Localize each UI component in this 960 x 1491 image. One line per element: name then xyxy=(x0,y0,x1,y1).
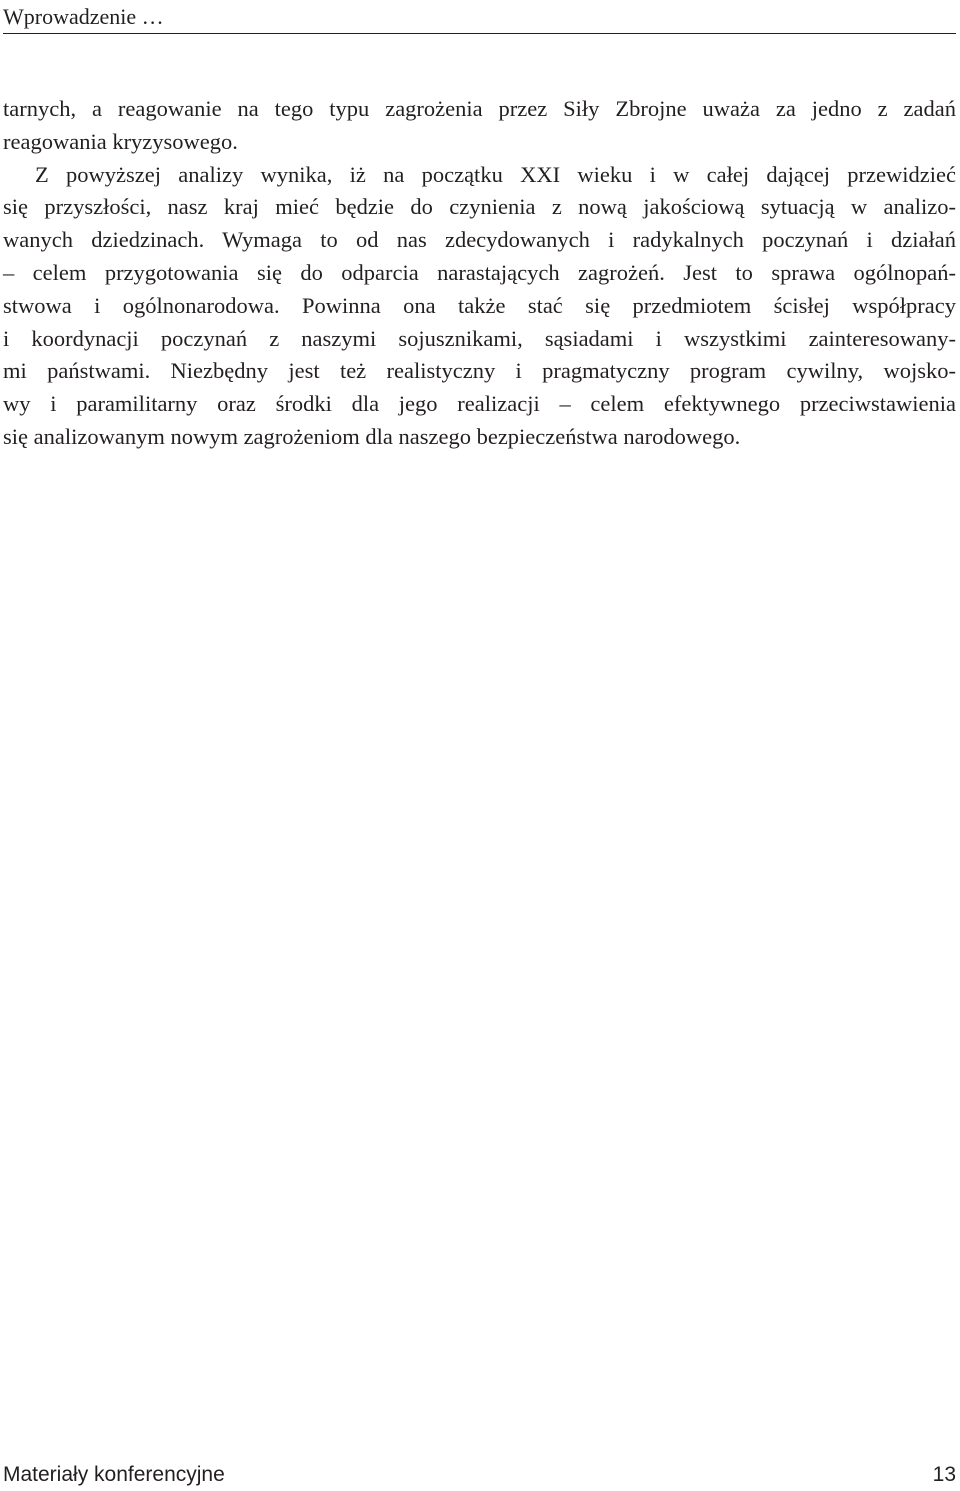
text-line: tarnych, a reagowanie na tego typu zagrożenia przez Siły Zbrojne uważa za jedno z zadań xyxy=(3,96,956,121)
paragraph-2 xyxy=(3,159,956,454)
paragraph-1 xyxy=(3,93,956,159)
text-line: wanych dziedzinach. Wymaga to od nas zdecydowanych i radykalnych poczynań i działań xyxy=(3,227,956,253)
text-line: – celem przygotowania się do odparcia narastających zagrożeń. Jest to sprawa ogólnopań- xyxy=(3,259,956,285)
body-text xyxy=(3,93,956,454)
text-line: mi państwami. Niezbędny jest też realistyczny i pragmatyczny program cywilny, wojsko- xyxy=(3,358,956,384)
text-line: i koordynacji poczynań z naszymi sojusznikami, sąsiadami i wszystkimi zainteresowany- xyxy=(3,325,956,351)
text-line: się analizowanym nowym zagrożeniom dla naszego bezpieczeństwa narodowego. xyxy=(3,423,741,449)
footer-publication: Materiały konferencyjne xyxy=(3,1463,225,1486)
text-line: Z powyższej analizy wynika, iż na początku XXI wieku i w całej dającej przewidzieć xyxy=(35,161,956,187)
text-line: reagowania kryzysowego. xyxy=(3,128,238,154)
text-line: wy i paramilitarny oraz środki dla jego realizacji – celem efektywnego przeciwstawienia xyxy=(3,391,956,417)
running-header xyxy=(3,3,956,34)
running-header-title: Wprowadzenie … xyxy=(3,4,164,29)
text-line: się przyszłości, nasz kraj mieć będzie do czynienia z nową jakościową sytuacją w analizo- xyxy=(3,194,956,220)
page-number: 13 xyxy=(932,1463,956,1486)
text-line: stwowa i ogólnonarodowa. Powinna ona także stać się przedmiotem ścisłej współpracy xyxy=(3,292,956,318)
